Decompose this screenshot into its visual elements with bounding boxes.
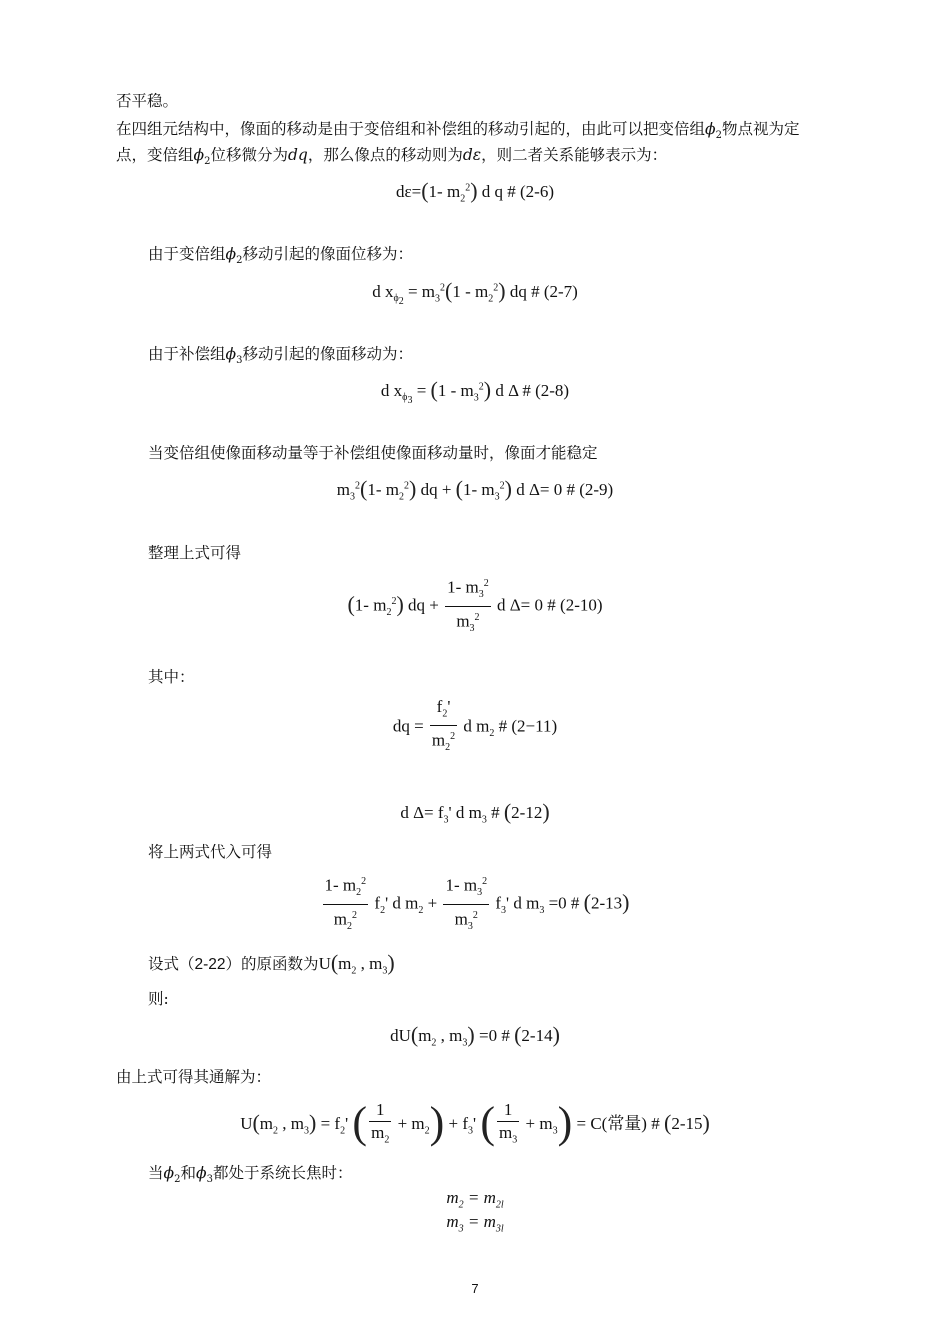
equation-2-6: dε=(1- $m_2^2$) d q # (2-6) [395, 178, 554, 205]
equation-2-11: dq = $\frac{f_2'}{m_2^2}$ d $m_2$ # (2−11) [392, 697, 558, 754]
paragraph-text: 其中： [148, 668, 195, 686]
paragraph-text: 当变倍组使像面移动量等于补偿组使像面移动量时，像面才能稳定 [148, 444, 598, 462]
paragraph-text: 则: [148, 990, 169, 1008]
page-number: 7 [471, 1281, 479, 1296]
equation-2-9: $m_3^2(1-$ $m_2^2$) dq + (1- $m_3^2$) d Δ= 0 # (2-9) [336, 476, 614, 503]
paragraph-text: 设式（2-22）的原函数为$U(m_2$ , $m_3$) [148, 950, 395, 977]
paragraph-text: 由上式可得其通解为： [116, 1068, 272, 1086]
paragraph-text: 在四组元结构中，像面的移动是由于变倍组和补偿组的移动引起的，由此可以把变倍组$\phi_2$物点视为定 [116, 120, 800, 142]
paragraph-text: 点，变倍组$\phi_2$位移微分为dq，那么像点的移动则为dε，则二者关系能够表示为： [116, 146, 668, 168]
equation-2-13: $\frac{1- m_2^2}{m_2^2}$ $f_2'$ d $m_2$ + $\frac{1- m_3^2}{m_3^2}$ $f_3'$ d $m_3 =0$ # (2-13) [0, 872, 950, 937]
equation-2-8: d $x_{\phi_3} = (1 - m_3^2)$ d Δ # (2-8) [380, 377, 570, 407]
equation-m2-long: $m_2 = m_{2l}$ [446, 1188, 504, 1211]
paragraph-text: 将上两式代入可得 [148, 843, 273, 861]
paragraph-text: 整理上式可得 [148, 544, 242, 562]
paragraph-text: 当$\phi_2$和$\phi_3$都处于系统长焦时： [148, 1164, 353, 1186]
equation-2-14: $dU(m_2$ , $m_3) =0$ # (2-14) [390, 1022, 560, 1049]
equation-2-7: d $x_{\phi_2} = m_3^2(1 - m_2^2)$ dq # (2-7) [372, 278, 578, 308]
paragraph-text: 由于变倍组$\phi_2$移动引起的像面位移为： [148, 245, 413, 267]
paragraph-text: 由于补偿组$\phi_3$移动引起的像面移动为： [148, 345, 413, 367]
equation-2-12: d $\Delta= f_3'$ d $m_3$ # (2-12) [400, 799, 550, 826]
equation-m3-long: $m_3 = m_{3l}$ [446, 1212, 504, 1235]
paragraph-text: 否平稳。 [116, 92, 179, 110]
equation-2-15: $U(m_2$ , $m_3) = f_2'$ ( $\frac{1}{m_2}$ + $m_2) + f_3'$ ( $\frac{1}{m_3}$ + $m_3) = C$(常量) # (2-15) [240, 1098, 710, 1147]
equation-2-10: (1- $m_2^2$) dq + $\frac{1- m_3^2}{m_3^2}$ d Δ= 0 # (2-10) [0, 574, 950, 639]
